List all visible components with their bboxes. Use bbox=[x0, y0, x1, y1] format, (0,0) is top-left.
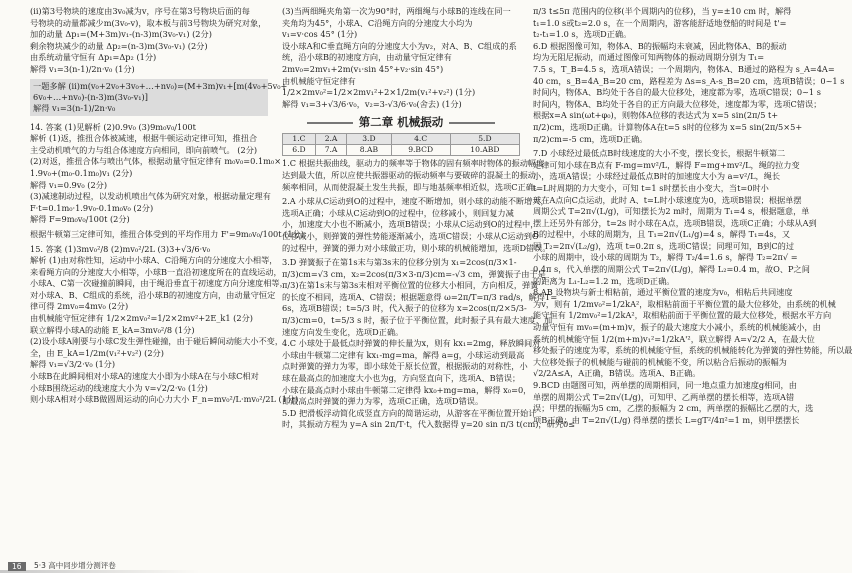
text-line: 小，选项A错误；小球经过最低点B时的加速度大小为 a=v²/L，绳长 bbox=[533, 171, 781, 182]
text-line: 6.D 根据图像可知，物体A、B的振幅均未衰减，因此物体A、B的振动 bbox=[533, 40, 787, 51]
text-line: 解析 (1)返，推扭合体被减速，根据牛顿运动定律可知，推扭合 bbox=[30, 133, 258, 144]
text-line: 3.D 弹簧振子在第1s末与第3s末的位移分别为 x₁=2cos(π/3×1- bbox=[282, 257, 517, 268]
text-line: 统，沿小球B的初速度方向，由动量守恒定律有 bbox=[282, 52, 452, 63]
table-cell: 7.A bbox=[315, 145, 346, 156]
text-line: 的过程中，弹簧的弹力对小球做正功，则小球的机械能增加，选项D错误。 bbox=[282, 242, 551, 253]
text-line: 40 cm，s_B=4A_B=20 cm，路程差为 Δs=s_A-s_B=20 cm，选项B错误；0~1 s bbox=[533, 75, 845, 86]
text-line: 时，其振动方程为 y=A sin 2π/T·t，代入数据得 y=20 sin π/3 t(cm)，研究0≤ bbox=[282, 419, 576, 430]
text-line: (2)设小球A刚要与小球C发生弹性碰撞，由于碰后瞬间动能大小不变， bbox=[30, 336, 284, 347]
text-line: 14. 答案 (1)见解析 (2)0.9v₀ (3)9m₀v₀/100t bbox=[30, 121, 196, 132]
text-line: (3)当两细绳夹角第一次为90°时，两细绳与小球B的连线在同一 bbox=[282, 6, 511, 16]
text-line: 的距离为 L₁-L₂=1.2 m，选项D正确。 bbox=[533, 275, 675, 286]
text-line: π/3)cm=√3 cm，x₂=2cos(π/3×3-π/3)cm=-√3 cm，弹簧振子由于是 bbox=[282, 268, 546, 279]
text-line: 频率相同，从而使混凝土发生共振，即与地基频率相近似，选项C正确。 bbox=[282, 181, 543, 192]
text-line: 的长度不相同，选项A、C错误；根据题意得 ω=2π/T=π/3 rad/s，解得T= bbox=[282, 291, 558, 302]
text-line: 由机械能守恒定律有 bbox=[282, 75, 356, 86]
chapter-heading bbox=[282, 113, 520, 131]
table-cell: 3.D bbox=[347, 134, 391, 145]
text-line: 1/2×2mv₀²=1/2×2mv₁²+2×1/2m(v₁²+v₂²) (1分) bbox=[282, 87, 476, 98]
text-line: 2.A 小球从C运动到O的过程中，速度不断增加，则小球的动能不断增大， bbox=[282, 196, 549, 207]
text-line: 解析 (1)由对称性知，运动中小球A、C沿绳方向的分速度大小相等， bbox=[30, 255, 278, 266]
text-line: 全，由 E_kA=1/2m(v₁²+v₂²) (2分) bbox=[30, 347, 164, 358]
note-line: 6v₀+…+nv₀)-(n-3)m(3v₀-v₁)] bbox=[33, 91, 148, 102]
text-line: 点时弹簧的弹力为零，即小球处于原长位置，根据振动的对称性，小 bbox=[282, 361, 528, 372]
table-row bbox=[283, 134, 520, 145]
answer-table bbox=[282, 133, 520, 156]
text-line: π/3)在第1s末与第3s末相对平衡位置的位移大小相同，方向相反，弹簧 bbox=[282, 280, 539, 291]
text-line: 摆上还另外有部分，t=2s 时小球在A点，选项B错误，选项C正确；小球从A到 bbox=[533, 217, 817, 228]
text-line: 号物块的动量都减少m(3v₀-v)，取本板与前3号物块为研究对象， bbox=[30, 17, 267, 28]
text-line: t₂-t₁=1.0 s，选项D正确。 bbox=[533, 29, 632, 40]
table-row bbox=[283, 145, 520, 156]
text-line: 周期公式 T=2π√(L/g)，可知摆长为2 m时，周期为 T₁=4 s，根据题意，单 bbox=[533, 206, 810, 217]
text-line: 根据牛顿第三定律可知，推扭合体受到的平均作用力 F'=9m₀v₀/100t (1分) bbox=[30, 228, 304, 239]
table-cell: 2.A bbox=[315, 134, 346, 145]
text-line: 15. 答案 (1)3mv₀²/8 (2)mv₀²/2L (3)3+√3/6·v₀ bbox=[30, 243, 211, 254]
text-line: 误；甲摆的振幅为5 cm，乙摆的振幅为 2 cm，两单摆的振幅比乙摆的大，选 bbox=[533, 403, 814, 414]
text-line: 解得 F=9m₀v₀/100t (2分) bbox=[30, 214, 130, 225]
text-line: F·t=0.1m₀·1.9v₀-0.1m₀v₀ (2分) bbox=[30, 202, 154, 213]
note-box bbox=[30, 79, 288, 116]
text-line: (3)减速制动过程，以发动机喷出气体为研究对象，根据动量定理有 bbox=[30, 191, 271, 202]
text-line: 小球B围绕运动的线速度大小为 v=√2/2·v₀ (1分) bbox=[30, 382, 208, 393]
text-line: 时间内，物体A、B均处于各自的正方向最大位移处，速度都为零，选项C错误； bbox=[533, 98, 822, 109]
text-line: π/3)cm=0，t=5/3 s 时，振子位于平衡位置，此时振子具有最大速度，加 bbox=[282, 315, 553, 326]
text-line: π/2)cm=-5 cm，选项D正确。 bbox=[533, 133, 648, 144]
text-line: 动量守恒有 mv₀=(m+m)v，振子的最大速度大小减小，系统的机械能减小，由 bbox=[533, 322, 821, 333]
table-cell: 10.ABD bbox=[450, 145, 519, 156]
text-line: 时间内，物体A、B均处于各自的最大位移处，速度都为零，选项C错误；0~1 s bbox=[533, 87, 821, 98]
text-line: 即最高点时弹簧的弹力为零，选项C正确，选项D错误。 bbox=[282, 396, 484, 407]
text-line: 加的动量 Δp₁=(M+3m)v₁-(n-3)m(3v₀-v₁) (2分) bbox=[30, 29, 212, 40]
book-title: 5·3 高中同步增分测评卷 bbox=[34, 561, 116, 570]
column-middle bbox=[282, 6, 576, 431]
note-line: 解得 v₁=3(n-1)/2n·v₀ bbox=[33, 102, 116, 113]
text-line: 速度方向发生变化，选项D正确。 bbox=[282, 326, 404, 337]
text-line: 解得 v₁=3(n-1)/2n·v₀ (1分) bbox=[30, 63, 135, 74]
text-line: 8.AB 设物块与新士相粘前，通过平衡位置的速度为v₀，相粘后共同速度 bbox=[533, 287, 793, 298]
text-line: t=L时周期的力大变小，可知 t=1 s时摆长由小变大，当t=0时小 bbox=[533, 182, 769, 193]
text-line: 单摆的周期公式 T=2π√(L/g)，可知甲、乙两单摆的摆长相等，选项A错 bbox=[533, 391, 795, 402]
text-line: 小球的周期中，设小球的周期为 T₂，解得 T₂/4=1.6 s，解得 T₂=2π√ = bbox=[533, 252, 798, 263]
page-number: 16 bbox=[8, 562, 26, 571]
text-line: 小球在最高点时小球由牛顿第二定律得 kx₀+mg=ma，解得 x₀=0， bbox=[282, 384, 532, 395]
text-line: 因 T₂=2π√(L₂/g)，选项 t=0.2π s，选项C错误；同理可知，B到C的过 bbox=[533, 240, 795, 251]
text-line: 小球A、C第一次碰撞前瞬间，由于绳沿垂直于初速度方向分速度相等， bbox=[30, 278, 288, 289]
text-line: 小球由牛顿第二定律有 kx₁-mg=ma，解得 a=g，小球运动到最高 bbox=[282, 349, 525, 360]
text-line: 系统的机械能守恒 1/2(m+m)v₁²=1/2kA'²，联立解得 A=√2/2 A，在最大位 bbox=[533, 333, 815, 344]
chapter-title: 第二章 机械振动 bbox=[358, 115, 444, 130]
text-line: 解得 v₁=0.9v₀ (2分) bbox=[30, 179, 108, 190]
text-line: √2/2A≤A，A正确，B错误。选项A、B正确。 bbox=[533, 368, 701, 379]
text-line: 2mv₀=2mv₁+2m(v₁·sin 45°+v₂·sin 45°) bbox=[282, 63, 444, 74]
text-line: 由系统动量守恒有 Δp₁=Δp₂ (1分) bbox=[30, 52, 157, 63]
text-line: 根据x=A sin(ωt+φ₀)，则物体A位移的表达式为 x=5 sin(2π/5 t+ bbox=[533, 110, 779, 121]
text-line: 解得 v₁=3+√3/6·v₀，v₂=3-√3/6·v₀(舍去) (1分) bbox=[282, 98, 462, 109]
note-line: 一题多解 (ⅱ)m(v₀+2v₀+3v₀+…+nv₀)=(M+3m)v₁+[m(4v₀+5v₀+ bbox=[33, 80, 288, 91]
column-right bbox=[533, 6, 852, 426]
table-cell: 8.AB bbox=[347, 145, 391, 156]
text-line: 选项A正确；小球从C运动到O的过程中，位移减小，则回复力减 bbox=[282, 207, 514, 218]
text-line: 设小球A和C垂直绳方向的分速度大小为v₂，对A、B、C组成的系 bbox=[282, 40, 517, 51]
text-line: 则小球A相对小球B做圆周运动的向心力大小 F_n=mv₀²/L·mv₀²/2L (1分) bbox=[30, 394, 299, 405]
text-line: 位移减小，则弹簧的弹性势能逐渐减小，选项C错误；小球从C运动到O bbox=[282, 230, 539, 241]
table-cell: 4.C bbox=[391, 134, 450, 145]
text-line: t₁=1.0 s或t₂=2.0 s，在一个周期内，游客能舒适地登船的时间是 t'= bbox=[533, 17, 787, 28]
text-line: 6s，选项B错误；t=5/3 时，代入振子的位移为 x=2cos(π/2×5/3- bbox=[282, 303, 527, 314]
text-line: 对小球A、B、C组成的系统，沿小球B的初速度方向，由动量守恒定 bbox=[30, 289, 276, 300]
text-line: 定律可知小球在B点有 F-mg=mv²/L，解得 F=mg+mv²/L，绳的拉力变 bbox=[533, 159, 800, 170]
text-line: 主受动机喷气的力与组合体速度方向相同，即向前喷气。 (2分) bbox=[30, 144, 258, 155]
text-line: 为v，则有 1/2mv₀²=1/2kA²，取相粘前面于平衡位置的最大位移处，由系统的机械 bbox=[533, 298, 836, 309]
text-line: 7.D 小球经过最低点B时线速度的大小不变，摆长变长，根据牛顿第二 bbox=[533, 148, 786, 159]
text-line: 移处振子的速度为零，系统的机械能守恒，系统的机械能转化为弹簧的弹性势能，所以最 bbox=[533, 345, 852, 356]
text-line: 律可得 2mv₀=4mv₀ (2分) bbox=[30, 301, 129, 312]
text-line: 由机械能守恒定律有 1/2×2mv₀²=1/2×2mv²+2E_k1 (2分) bbox=[30, 313, 253, 324]
text-line: 球在A点向C点运动，此时 A、t=L时小球速度为0，选项B错误；根据单摆 bbox=[533, 194, 802, 205]
text-line: 7.5 s，T_B=4.5 s，选项A错误；一个周期内，物体A、B通过的路程为 s_A=4A= bbox=[533, 63, 835, 74]
text-line: 均为无阻尼振动，而通过图像可知两物体的振动周期分别为 T₁= bbox=[533, 52, 765, 63]
text-line: 球在最高点的加速度大小也为g，方向竖直向下，选项A、B错误； bbox=[282, 373, 521, 384]
text-line: 1.C 根据共振曲线，驱动力的频率等于物体的固有频率时物体的振动幅度 bbox=[282, 158, 545, 169]
page-footer bbox=[0, 559, 800, 573]
table-cell: 1.C bbox=[283, 134, 316, 145]
table-cell: 6.D bbox=[283, 145, 316, 156]
text-line: (ⅱ)第3号物块的速度由3v₀减为v，序号在第3号物块后面的每 bbox=[30, 6, 250, 16]
text-line: 4.C 小球处于最低点时弹簧的伸长量为x，则有 kx₁=2mg，释放瞬间对 bbox=[282, 338, 541, 349]
text-line: 小球B在此瞬间相对小球A的速度大小即为小球A在与小球C相对 bbox=[30, 371, 259, 382]
text-line: 剩余物块减少的动量 Δp₂=(n-3)m(3v₀-v₁) (2分) bbox=[30, 40, 208, 51]
text-line: 0.4π s，代入单摆的周期公式 T=2π√(L/g)，解得 L₂=0.4 m，故O、P之间 bbox=[533, 264, 810, 275]
text-line: 能守恒有 1/2mv₀²=1/2kA²，取相粘前面于平衡位置的最大位移处，根据水平方向 bbox=[533, 310, 832, 321]
text-line: v₁=v·cos 45° (1分) bbox=[282, 29, 358, 40]
text-line: (2)对返，推扭合体与喷出气体，根据动量守恒定律有 m₀v₀=0.1m₀× bbox=[30, 156, 282, 167]
table-cell: 9.BCD bbox=[391, 145, 450, 156]
text-line: 解得 v₁=√3/2·v₀ (1分) bbox=[30, 359, 116, 370]
text-line: 1.9v₀+(m₀-0.1m₀)v₁ (2分) bbox=[30, 167, 133, 178]
text-line: B的过程中，小球的周期为，且 T₁=2π√(L₁/g)=4 s，解得 T₁=4s，又 bbox=[533, 229, 791, 240]
text-line: 小，加速度大小也不断减小，选项B错误；小球从C运动到O的过程中， bbox=[282, 219, 539, 230]
text-line: 夹角均为45°，小球A、C沿绳方向的分速度大小均为 bbox=[282, 17, 473, 28]
text-line: 5.D 把滑板浮动简化成竖直方向的简谐运动，从游客在平衡位置开始计 bbox=[282, 407, 537, 418]
text-line: 大位移处振子的机械能与碰前的机械能不变，所以粘合后振动的振幅为 bbox=[533, 356, 787, 367]
text-line: 联立解得小球A的动能 E_kA=3mv₀²/8 (1分) bbox=[30, 324, 195, 335]
text-line: π/3 t≤5π 范围内的位移(半个周期内的位移)，当 y=±10 cm 时，解得 bbox=[533, 6, 792, 16]
text-line: 9.BCD 由题图可知，两单摆的周期相同，同一地点重力加速度g相同，由 bbox=[533, 380, 797, 390]
text-line: 达到最大值，所以应使共振器驱动的振动频率与要破碎的混凝土的振动 bbox=[282, 169, 536, 180]
text-line: π/2)cm，选项D正确。计算物体A在t=5 s时的位移为 x=5 sin(2π/5×5+ bbox=[533, 121, 803, 132]
table-cell: 5.D bbox=[450, 134, 519, 145]
text-line: 来看绳方向的分速度大小相等，小球B一直沿初速度所在的直线运动， bbox=[30, 266, 282, 277]
text-line: 项B正确；由 T=2π√(L/g) 得单摆的摆长 L=gT²/4π²=1 m，则甲摆摆长 bbox=[533, 414, 800, 425]
